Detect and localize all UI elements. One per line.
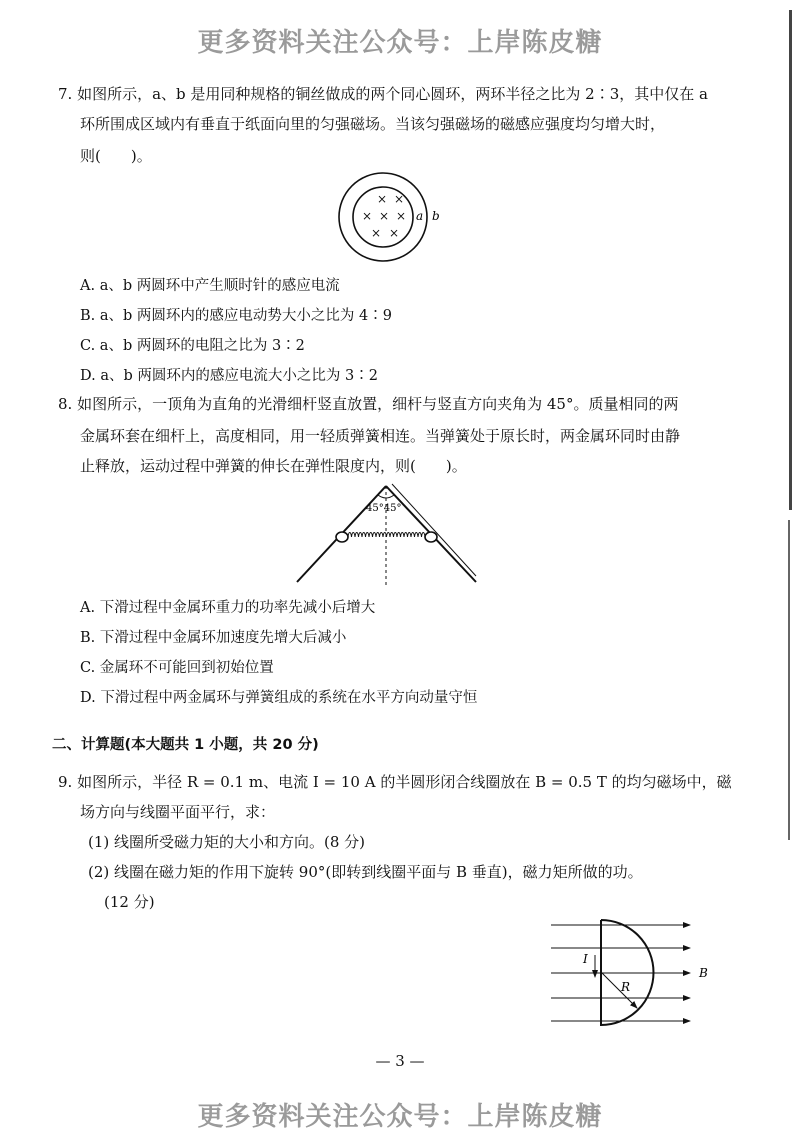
q8-stem-line3: 止释放，运动过程中弹簧的伸长在弹性限度内，则( )。 [80, 457, 467, 475]
q9-semicircle-coil-figure [545, 915, 720, 1035]
angle-arc [378, 495, 394, 498]
q7-option-c: C. a、b 两圆环的电阻之比为 3∶2 [80, 338, 305, 354]
q7-option-a: A. a、b 两圆环中产生顺时针的感应电流 [80, 278, 340, 294]
field-cross: × [389, 226, 400, 240]
scan-edge-line [788, 520, 790, 840]
field-cross: × [396, 209, 407, 223]
magnetic-field-crosses [362, 192, 406, 240]
field-cross: × [371, 226, 382, 240]
watermark-bottom: 更多资料关注公众号：上岸陈皮糖 [197, 1102, 603, 1132]
q7-stem-line1: 7. 如图所示，a、b 是用同种规格的铜丝做成的两个同心圆环，两环半径之比为 2∶3，其中仅在 a [58, 85, 708, 103]
field-cross: × [379, 209, 390, 223]
right-rod-edge [392, 484, 476, 576]
q8-option-b: B. 下滑过程中金属环加速度先增大后减小 [80, 630, 347, 646]
q8-option-c: C. 金属环不可能回到初始位置 [80, 660, 274, 676]
section-heading: 二、计算题(本大题共 1 小题，共 20 分) [52, 737, 319, 753]
field-cross: × [394, 192, 405, 206]
q7-stem-line3: 则( )。 [80, 147, 152, 165]
spring [348, 533, 425, 538]
q8-option-d: D. 下滑过程中两金属环与弹簧组成的系统在水平方向动量守恒 [80, 690, 478, 706]
left-metal-ring [336, 532, 348, 542]
label-radius: R [621, 980, 631, 994]
angle-label: 45°45° [366, 503, 402, 514]
q9-stem-line2: 场方向与线圈平面平行，求： [80, 803, 276, 821]
q8-stem-line1: 8. 如图所示，一顶角为直角的光滑细杆竖直放置，细杆与竖直方向夹角为 45°。质量相同的两 [58, 395, 679, 413]
q9-part1: (1) 线圈所受磁力矩的大小和方向。(8 分) [88, 833, 366, 851]
watermark-top: 更多资料关注公众号：上岸陈皮糖 [197, 28, 603, 58]
q9-part2: (2) 线圈在磁力矩的作用下旋转 90°(即转到线圈平面与 B 垂直)，磁力矩所做的功。 [88, 863, 643, 881]
q7-concentric-rings-figure [335, 170, 460, 265]
q8-option-a: A. 下滑过程中金属环重力的功率先减小后增大 [80, 600, 376, 616]
q7-option-b: B. a、b 两圆环内的感应电动势大小之比为 4∶9 [80, 308, 392, 324]
scan-edge-line [789, 10, 792, 510]
label-a: a [416, 209, 424, 223]
radius-arrow [601, 972, 637, 1008]
label-field: B [699, 966, 708, 980]
field-cross: × [362, 209, 373, 223]
q8-stem-line2: 金属环套在细杆上，高度相同，用一轻质弹簧相连。当弹簧处于原长时，两金属环同时由静 [80, 427, 681, 445]
label-b: b [432, 209, 440, 223]
q7-option-d: D. a、b 两圆环内的感应电流大小之比为 3∶2 [80, 368, 378, 384]
label-current: I [583, 952, 588, 966]
right-metal-ring [425, 532, 437, 542]
page-number: — 3 — [375, 1052, 425, 1070]
q8-inclined-rods-figure [288, 480, 488, 590]
q7-stem-line2: 环所围成区域内有垂直于纸面向里的匀强磁场。当该匀强磁场的磁感应强度均匀增大时， [80, 115, 666, 133]
field-cross: × [377, 192, 388, 206]
q9-part2-score: (12 分) [104, 893, 155, 911]
q9-stem-line1: 9. 如图所示，半径 R = 0.1 m、电流 I = 10 A 的半圆形闭合线圈放在 B = 0.5 T 的均匀磁场中，磁 [58, 773, 732, 791]
magnetic-field-lines [551, 925, 690, 1021]
